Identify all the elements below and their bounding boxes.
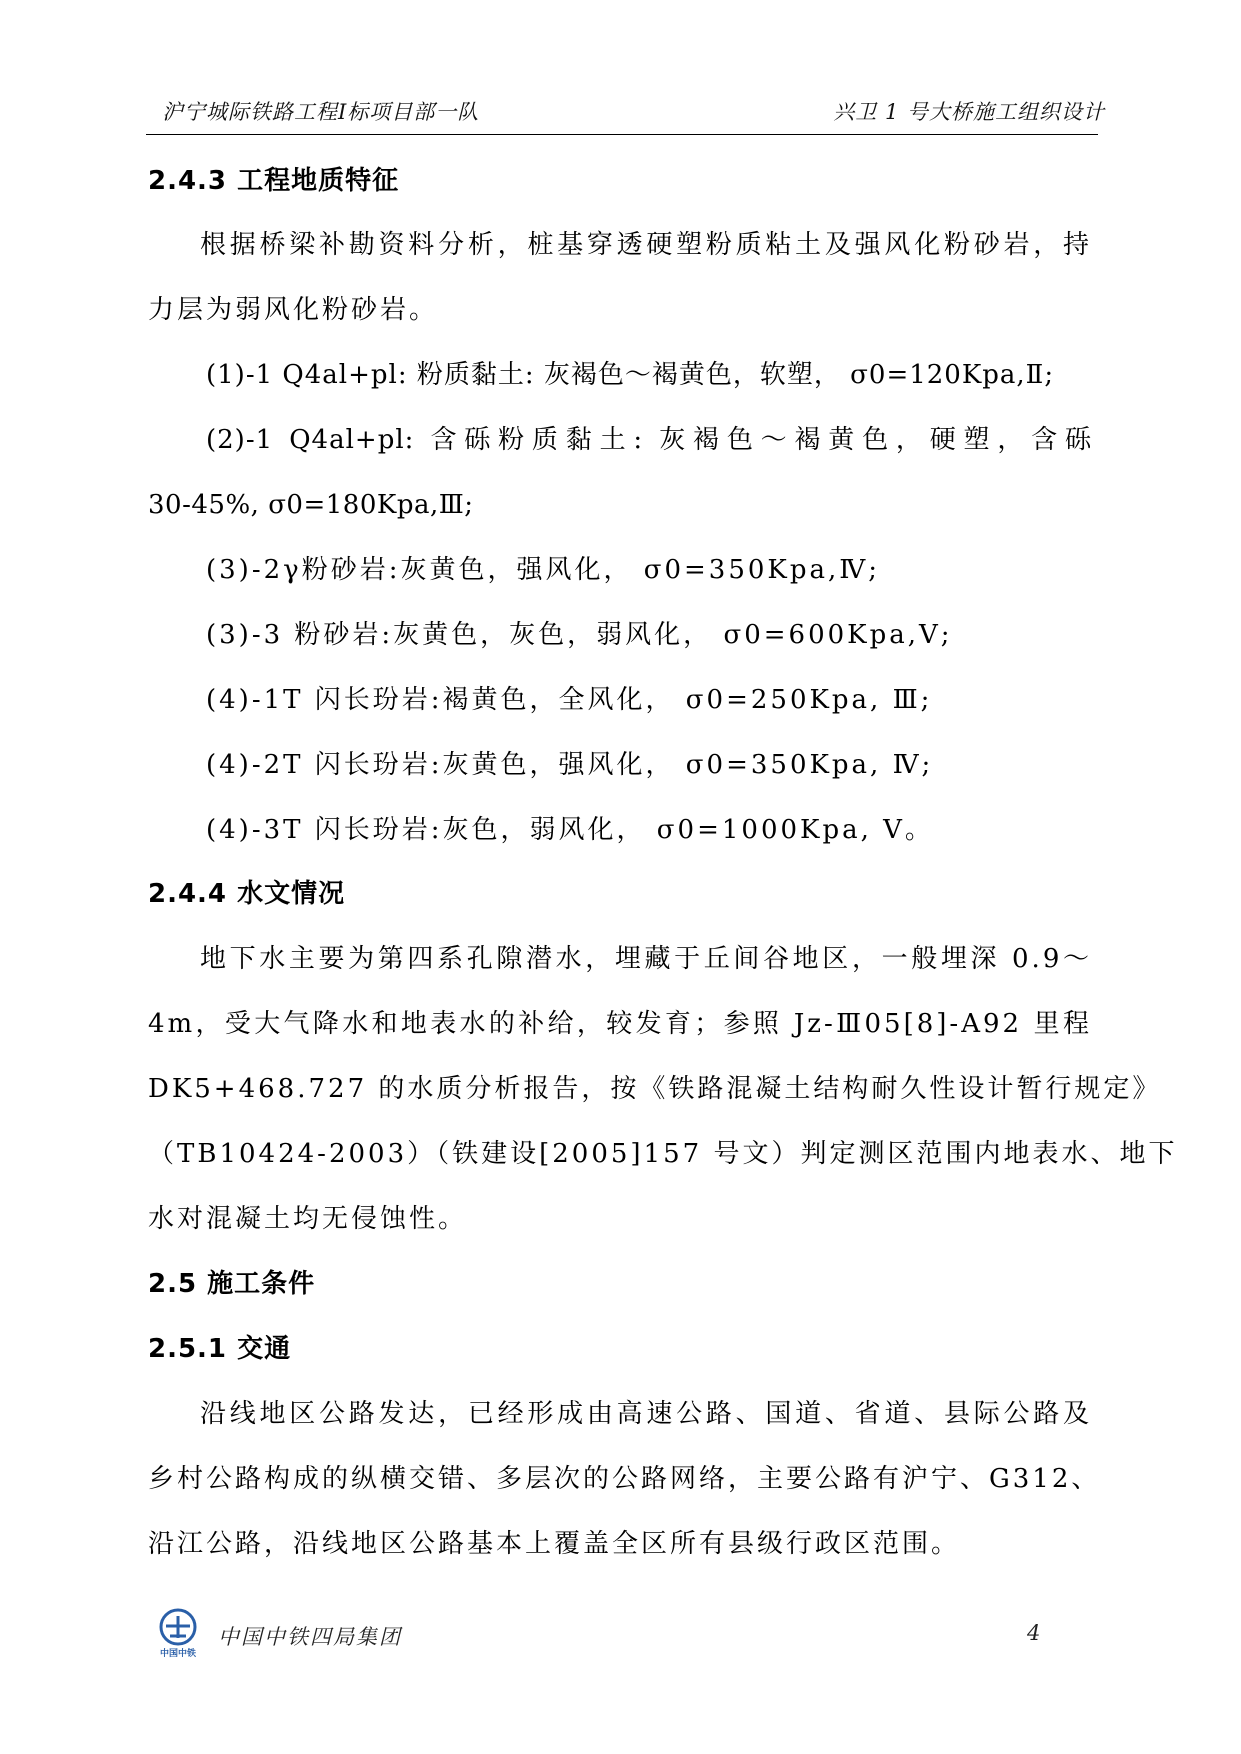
heading-construction-conditions: 2.5 施工条件	[148, 1269, 316, 1299]
header-document-title: 兴卫 1 号大桥施工组织设计	[833, 100, 1105, 124]
transportation-line-3: 沿江公路，沿线地区公路基本上覆盖全区所有县级行政区范围。	[148, 1529, 961, 1559]
geology-layer-4: (3)-3 粉砂岩:灰黄色，灰色，弱风化， σ0=600Kpa,Ⅴ;	[206, 620, 953, 650]
hydrology-line-3: DK5+468.727 的水质分析报告，按《铁路混凝土结构耐久性设计暂行规定》	[148, 1074, 1162, 1104]
geology-layer-3: (3)-2γ粉砂岩:灰黄色，强风化， σ0=350Kpa,Ⅳ;	[206, 555, 880, 585]
heading-geology: 2.4.3 工程地质特征	[148, 166, 400, 196]
heading-transportation: 2.5.1 交通	[148, 1334, 292, 1364]
geology-layer-2-line-1: (2)-1 Q4al+pl: 含砾粉质黏土: 灰褐色～褐黄色，硬塑，含砾	[206, 425, 1092, 455]
hydrology-line-1: 地下水主要为第四系孔隙潜水，埋藏于丘间谷地区，一般埋深 0.9～	[200, 944, 1092, 974]
header-rule	[146, 134, 1098, 135]
geology-intro-line-2: 力层为弱风化粉砂岩。	[148, 295, 439, 325]
footer-company-name: 中国中铁四局集团	[218, 1625, 402, 1649]
hydrology-line-2: 4m，受大气降水和地表水的补给，较发育；参照 Jz-Ⅲ05[8]-A92 里程	[148, 1009, 1092, 1039]
geology-intro-line-1: 根据桥梁补勘资料分析，桩基穿透硬塑粉质粘土及强风化粉砂岩，持	[200, 230, 1092, 260]
geology-layer-5: (4)-1T 闪长玢岩:褐黄色，全风化， σ0=250Kpa, Ⅲ;	[206, 685, 933, 715]
logo-text: 中国中铁	[159, 1649, 197, 1658]
transportation-line-2: 乡村公路构成的纵横交错、多层次的公路网络，主要公路有沪宁、G312、	[148, 1464, 1101, 1494]
heading-hydrology: 2.4.4 水文情况	[148, 879, 346, 909]
geology-layer-6: (4)-2T 闪长玢岩:灰黄色，强风化， σ0=350Kpa, Ⅳ;	[206, 750, 934, 780]
hydrology-line-4: （TB10424-2003）（铁建设[2005]157 号文）判定测区范围内地表水、地下	[148, 1139, 1178, 1169]
page-number: 4	[1027, 1621, 1041, 1645]
header-project-name: 沪宁城际铁路工程Ⅰ标项目部一队	[162, 100, 480, 124]
transportation-line-1: 沿线地区公路发达，已经形成由高速公路、国道、省道、县际公路及	[200, 1399, 1092, 1429]
hydrology-line-5: 水对混凝土均无侵蚀性。	[148, 1204, 468, 1234]
crec-logo	[152, 1608, 204, 1658]
geology-layer-7: (4)-3T 闪长玢岩:灰色，弱风化， σ0=1000Kpa, Ⅴ。	[206, 815, 934, 845]
geology-layer-2-line-2: 30-45%, σ0=180Kpa,Ⅲ;	[148, 490, 474, 520]
geology-layer-1: (1)-1 Q4al+pl: 粉质黏土: 灰褐色～褐黄色，软塑， σ0=120Kpa,Ⅱ;	[206, 360, 1055, 390]
